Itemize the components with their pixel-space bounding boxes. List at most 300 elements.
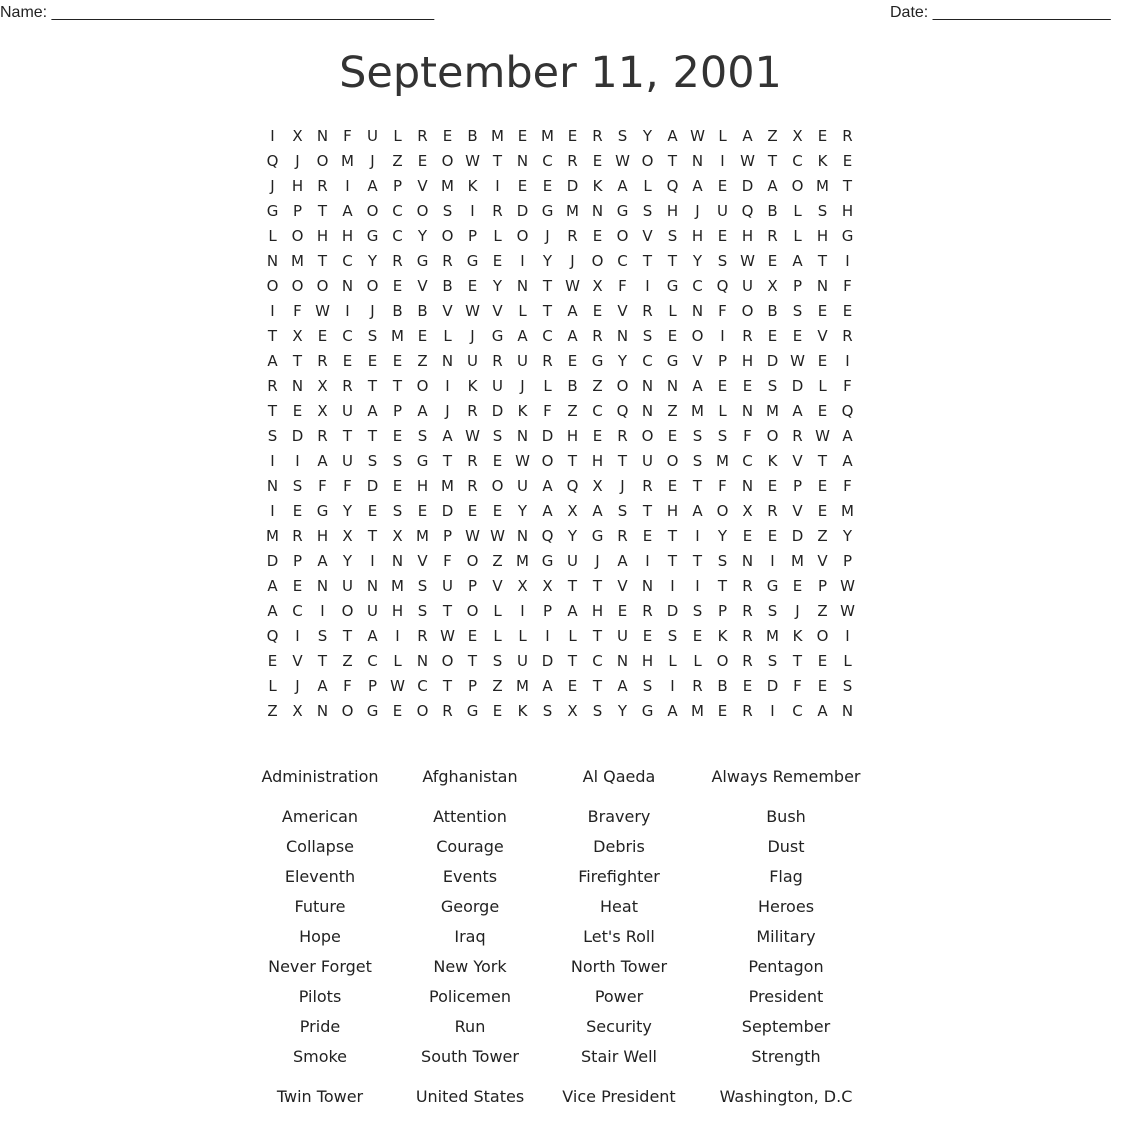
word-item: Security [586,1016,652,1036]
grid-cell: W [740,152,755,170]
grid-cell: Y [692,252,703,270]
grid-cell: M [841,502,854,520]
grid-cell: S [492,652,503,670]
grid-cell: H [641,652,654,670]
grid-cell: T [342,427,353,445]
grid-cell: R [342,377,353,395]
grid-cell: U [517,477,528,495]
grid-cell: E [517,177,528,195]
grid-cell: S [642,327,653,345]
grid-cell: A [742,127,753,145]
grid-cell: E [842,152,853,170]
grid-cell: S [692,452,703,470]
word-item: Eleventh [284,866,356,886]
grid-cell: S [267,427,278,445]
grid-cell: E [592,152,603,170]
grid-cell: K [792,627,803,645]
grid-cell: I [345,302,350,320]
grid-cell: P [542,602,553,620]
grid-cell: Q [741,202,754,220]
grid-cell: S [417,577,428,595]
grid-cell: N [516,527,529,545]
grid-cell: S [642,677,653,695]
grid-row [260,149,860,174]
grid-row [260,499,860,524]
grid-cell: G [841,227,854,245]
grid-cell: E [492,452,503,470]
grid-cell: I [545,627,550,645]
grid-cell: R [567,152,578,170]
grid-cell: N [516,427,529,445]
grid-cell: M [391,327,404,345]
word-item: Future [294,896,346,916]
date-field: Date: ____________________ [890,4,1111,21]
grid-cell: J [470,327,475,345]
grid-cell: B [717,677,728,695]
grid-cell: X [592,477,603,495]
grid-cell: U [617,627,628,645]
grid-cell: Y [492,277,503,295]
grid-cell: E [492,702,503,720]
grid-cell: O [516,227,529,245]
word-item: Collapse [286,836,354,856]
grid-cell: U [567,552,578,570]
grid-cell: D [266,552,279,570]
grid-cell: S [692,602,703,620]
word-row [245,1041,875,1071]
grid-cell: A [842,452,853,470]
grid-cell: O [716,502,729,520]
grid-cell: Z [492,677,503,695]
grid-cell: M [566,202,579,220]
grid-cell: U [517,352,528,370]
grid-cell: S [842,677,853,695]
grid-cell: H [666,202,679,220]
grid-cell: C [342,252,353,270]
grid-cell: I [670,677,675,695]
grid-cell: H [316,527,329,545]
word-item: Bush [766,806,806,826]
grid-cell: R [617,427,628,445]
grid-cell: A [767,177,778,195]
word-item: Events [442,866,498,886]
grid-cell: S [767,602,778,620]
grid-cell: R [492,352,503,370]
letter-grid [260,124,860,724]
grid-cell: X [292,702,303,720]
grid-cell: O [466,552,479,570]
grid-row [260,449,860,474]
grid-row [260,249,860,274]
word-item: United States [415,1086,525,1106]
grid-cell: I [370,552,375,570]
grid-cell: E [742,527,753,545]
grid-cell: O [366,202,379,220]
grid-cell: A [542,502,553,520]
word-item: Iraq [454,926,486,946]
grid-cell: F [343,477,352,495]
grid-cell: V [417,552,428,570]
grid-cell: T [392,377,403,395]
grid-cell: Z [492,552,503,570]
grid-cell: W [815,427,830,445]
grid-cell: E [717,377,728,395]
grid-cell: W [840,577,855,595]
grid-cell: A [792,402,803,420]
grid-cell: D [566,177,579,195]
grid-cell: E [817,677,828,695]
grid-cell: O [416,202,429,220]
grid-cell: Q [841,402,854,420]
grid-cell: E [642,527,653,545]
grid-row [260,424,860,449]
grid-cell: N [816,277,829,295]
grid-cell: E [342,352,353,370]
grid-cell: E [567,352,578,370]
word-item: New York [433,956,507,976]
grid-cell: D [766,352,779,370]
grid-cell: M [716,452,729,470]
grid-cell: E [417,152,428,170]
grid-cell: L [443,327,452,345]
word-item: September [741,1016,831,1036]
grid-cell: P [717,352,728,370]
grid-cell: N [416,652,429,670]
grid-cell: C [367,652,378,670]
grid-cell: R [842,127,853,145]
grid-cell: H [591,452,604,470]
grid-cell: E [367,502,378,520]
grid-cell: R [692,677,703,695]
grid-cell: T [817,252,828,270]
grid-cell: M [541,127,554,145]
grid-row [260,274,860,299]
grid-cell: C [542,327,553,345]
grid-cell: F [543,402,552,420]
grid-cell: H [841,202,854,220]
grid-cell: A [617,177,628,195]
grid-cell: G [641,702,654,720]
grid-cell: E [542,177,553,195]
word-item: Administration [261,766,379,786]
grid-cell: N [841,702,854,720]
grid-cell: G [541,202,554,220]
grid-cell: T [667,252,678,270]
grid-cell: R [792,427,803,445]
grid-cell: S [392,452,403,470]
grid-cell: M [491,127,504,145]
grid-cell: L [493,602,502,620]
grid-cell: G [466,702,479,720]
grid-cell: X [292,127,303,145]
grid-cell: P [817,577,828,595]
grid-cell: B [442,277,453,295]
grid-cell: D [791,527,804,545]
grid-cell: E [767,477,778,495]
grid-cell: Y [417,227,428,245]
grid-cell: K [592,177,603,195]
grid-cell: S [542,702,553,720]
grid-cell: E [717,227,728,245]
grid-cell: Q [616,402,629,420]
name-field: Name: ___________________________________________ [0,4,435,21]
grid-cell: O [291,277,304,295]
grid-cell: Q [666,177,679,195]
word-item: Strength [751,1046,821,1066]
grid-cell: S [492,427,503,445]
grid-row [260,124,860,149]
grid-cell: W [465,427,480,445]
grid-cell: R [467,477,478,495]
grid-cell: R [442,252,453,270]
grid-cell: O [416,702,429,720]
grid-cell: I [270,127,275,145]
grid-cell: O [366,277,379,295]
grid-cell: X [542,577,553,595]
grid-row [260,224,860,249]
grid-cell: N [516,277,529,295]
word-item: President [748,986,824,1006]
grid-cell: U [492,377,503,395]
grid-cell: L [818,377,827,395]
grid-cell: M [341,152,354,170]
grid-cell: T [567,452,578,470]
grid-row [260,624,860,649]
grid-cell: N [366,577,379,595]
grid-row [260,549,860,574]
grid-cell: N [591,202,604,220]
grid-cell: K [517,702,528,720]
grid-cell: F [293,302,302,320]
grid-cell: H [816,227,829,245]
grid-cell: P [292,552,303,570]
word-row [245,861,875,891]
grid-cell: T [667,527,678,545]
grid-cell: N [616,327,629,345]
grid-cell: J [620,477,625,495]
grid-cell: I [320,602,325,620]
grid-cell: S [667,227,678,245]
word-item: Dust [767,836,805,856]
grid-cell: K [717,627,728,645]
word-row [245,831,875,861]
grid-cell: P [367,677,378,695]
grid-cell: R [317,352,328,370]
grid-cell: U [367,127,378,145]
grid-cell: N [391,552,404,570]
grid-cell: H [666,502,679,520]
grid-cell: S [417,427,428,445]
grid-cell: H [291,177,304,195]
grid-cell: P [842,552,853,570]
grid-row [260,199,860,224]
grid-cell: T [317,202,328,220]
grid-cell: O [266,277,279,295]
grid-cell: E [492,252,503,270]
word-item: Heat [600,896,638,916]
grid-cell: I [495,177,500,195]
grid-cell: A [342,202,353,220]
grid-cell: V [492,302,503,320]
grid-cell: T [592,577,603,595]
grid-cell: T [317,652,328,670]
grid-cell: Q [716,277,729,295]
grid-cell: I [695,577,700,595]
grid-cell: N [641,577,654,595]
grid-cell: O [441,652,454,670]
grid-cell: I [470,202,475,220]
grid-cell: E [592,302,603,320]
grid-row [260,349,860,374]
grid-cell: R [742,577,753,595]
grid-cell: O [441,152,454,170]
grid-cell: O [341,602,354,620]
grid-cell: T [342,627,353,645]
word-item: Heroes [757,896,815,916]
grid-cell: Y [517,502,528,520]
grid-cell: R [467,452,478,470]
grid-cell: E [267,652,278,670]
grid-cell: E [467,277,478,295]
grid-cell: U [642,452,653,470]
word-item: Bravery [587,806,651,826]
grid-cell: Z [817,527,828,545]
grid-cell: Q [541,527,554,545]
grid-cell: M [516,677,529,695]
grid-cell: N [316,577,329,595]
grid-cell: I [720,327,725,345]
grid-cell: D [491,402,504,420]
grid-cell: A [692,177,703,195]
grid-cell: I [295,627,300,645]
grid-cell: A [317,452,328,470]
word-row [245,1011,875,1041]
grid-cell: N [691,152,704,170]
grid-cell: X [767,277,778,295]
grid-cell: O [616,377,629,395]
grid-cell: E [467,627,478,645]
grid-cell: I [395,627,400,645]
grid-cell: N [266,252,279,270]
grid-cell: S [442,202,453,220]
grid-cell: Z [567,402,578,420]
grid-row [260,174,860,199]
grid-cell: I [270,502,275,520]
grid-cell: R [642,602,653,620]
grid-row [260,524,860,549]
grid-cell: G [666,277,679,295]
grid-cell: I [520,602,525,620]
grid-cell: F [843,477,852,495]
grid-cell: E [317,327,328,345]
grid-cell: E [292,577,303,595]
grid-cell: A [267,602,278,620]
word-item: South Tower [421,1046,519,1066]
grid-cell: L [793,202,802,220]
grid-cell: T [792,652,803,670]
grid-cell: E [767,327,778,345]
grid-cell: Z [667,402,678,420]
grid-cell: E [742,677,753,695]
grid-cell: S [692,427,703,445]
grid-cell: I [345,177,350,195]
grid-cell: L [268,227,277,245]
grid-cell: C [392,227,403,245]
grid-cell: R [592,127,603,145]
grid-cell: E [817,502,828,520]
grid-cell: I [845,252,850,270]
word-item: Pride [299,1016,341,1036]
grid-cell: T [567,577,578,595]
grid-cell: I [770,702,775,720]
word-row [245,921,875,951]
grid-cell: R [842,327,853,345]
grid-cell: G [766,577,779,595]
grid-cell: G [316,502,329,520]
grid-cell: M [766,627,779,645]
grid-cell: W [440,627,455,645]
word-item: Twin Tower [276,1086,364,1106]
grid-cell: R [592,327,603,345]
grid-cell: U [367,602,378,620]
grid-cell: Z [767,127,778,145]
grid-cell: P [467,677,478,695]
grid-cell: V [817,552,828,570]
grid-cell: W [790,352,805,370]
grid-cell: I [270,302,275,320]
word-item: American [281,806,359,826]
word-item: Afghanistan [422,766,518,786]
grid-cell: B [392,302,403,320]
grid-cell: N [316,127,329,145]
grid-cell: T [442,602,453,620]
grid-cell: Z [267,702,278,720]
grid-cell: B [467,127,478,145]
grid-cell: E [417,327,428,345]
grid-cell: T [642,252,653,270]
grid-cell: Q [266,627,279,645]
grid-cell: N [341,277,354,295]
grid-cell: E [817,652,828,670]
grid-cell: U [517,652,528,670]
grid-cell: O [591,252,604,270]
grid-cell: E [392,477,403,495]
grid-cell: A [617,677,628,695]
grid-cell: M [291,252,304,270]
grid-cell: J [570,252,575,270]
grid-cell: T [267,402,278,420]
grid-cell: E [792,327,803,345]
grid-cell: M [441,477,454,495]
grid-cell: R [567,227,578,245]
grid-cell: M [416,527,429,545]
grid-cell: I [520,252,525,270]
grid-cell: C [417,677,428,695]
grid-cell: Z [817,602,828,620]
grid-cell: P [792,477,803,495]
grid-cell: H [741,352,754,370]
grid-cell: G [491,327,504,345]
grid-row [260,299,860,324]
grid-cell: I [845,627,850,645]
grid-cell: P [467,227,478,245]
grid-cell: A [417,402,428,420]
grid-cell: U [342,577,353,595]
grid-cell: M [391,577,404,595]
grid-cell: O [541,452,554,470]
grid-cell: U [467,352,478,370]
grid-cell: A [317,552,328,570]
